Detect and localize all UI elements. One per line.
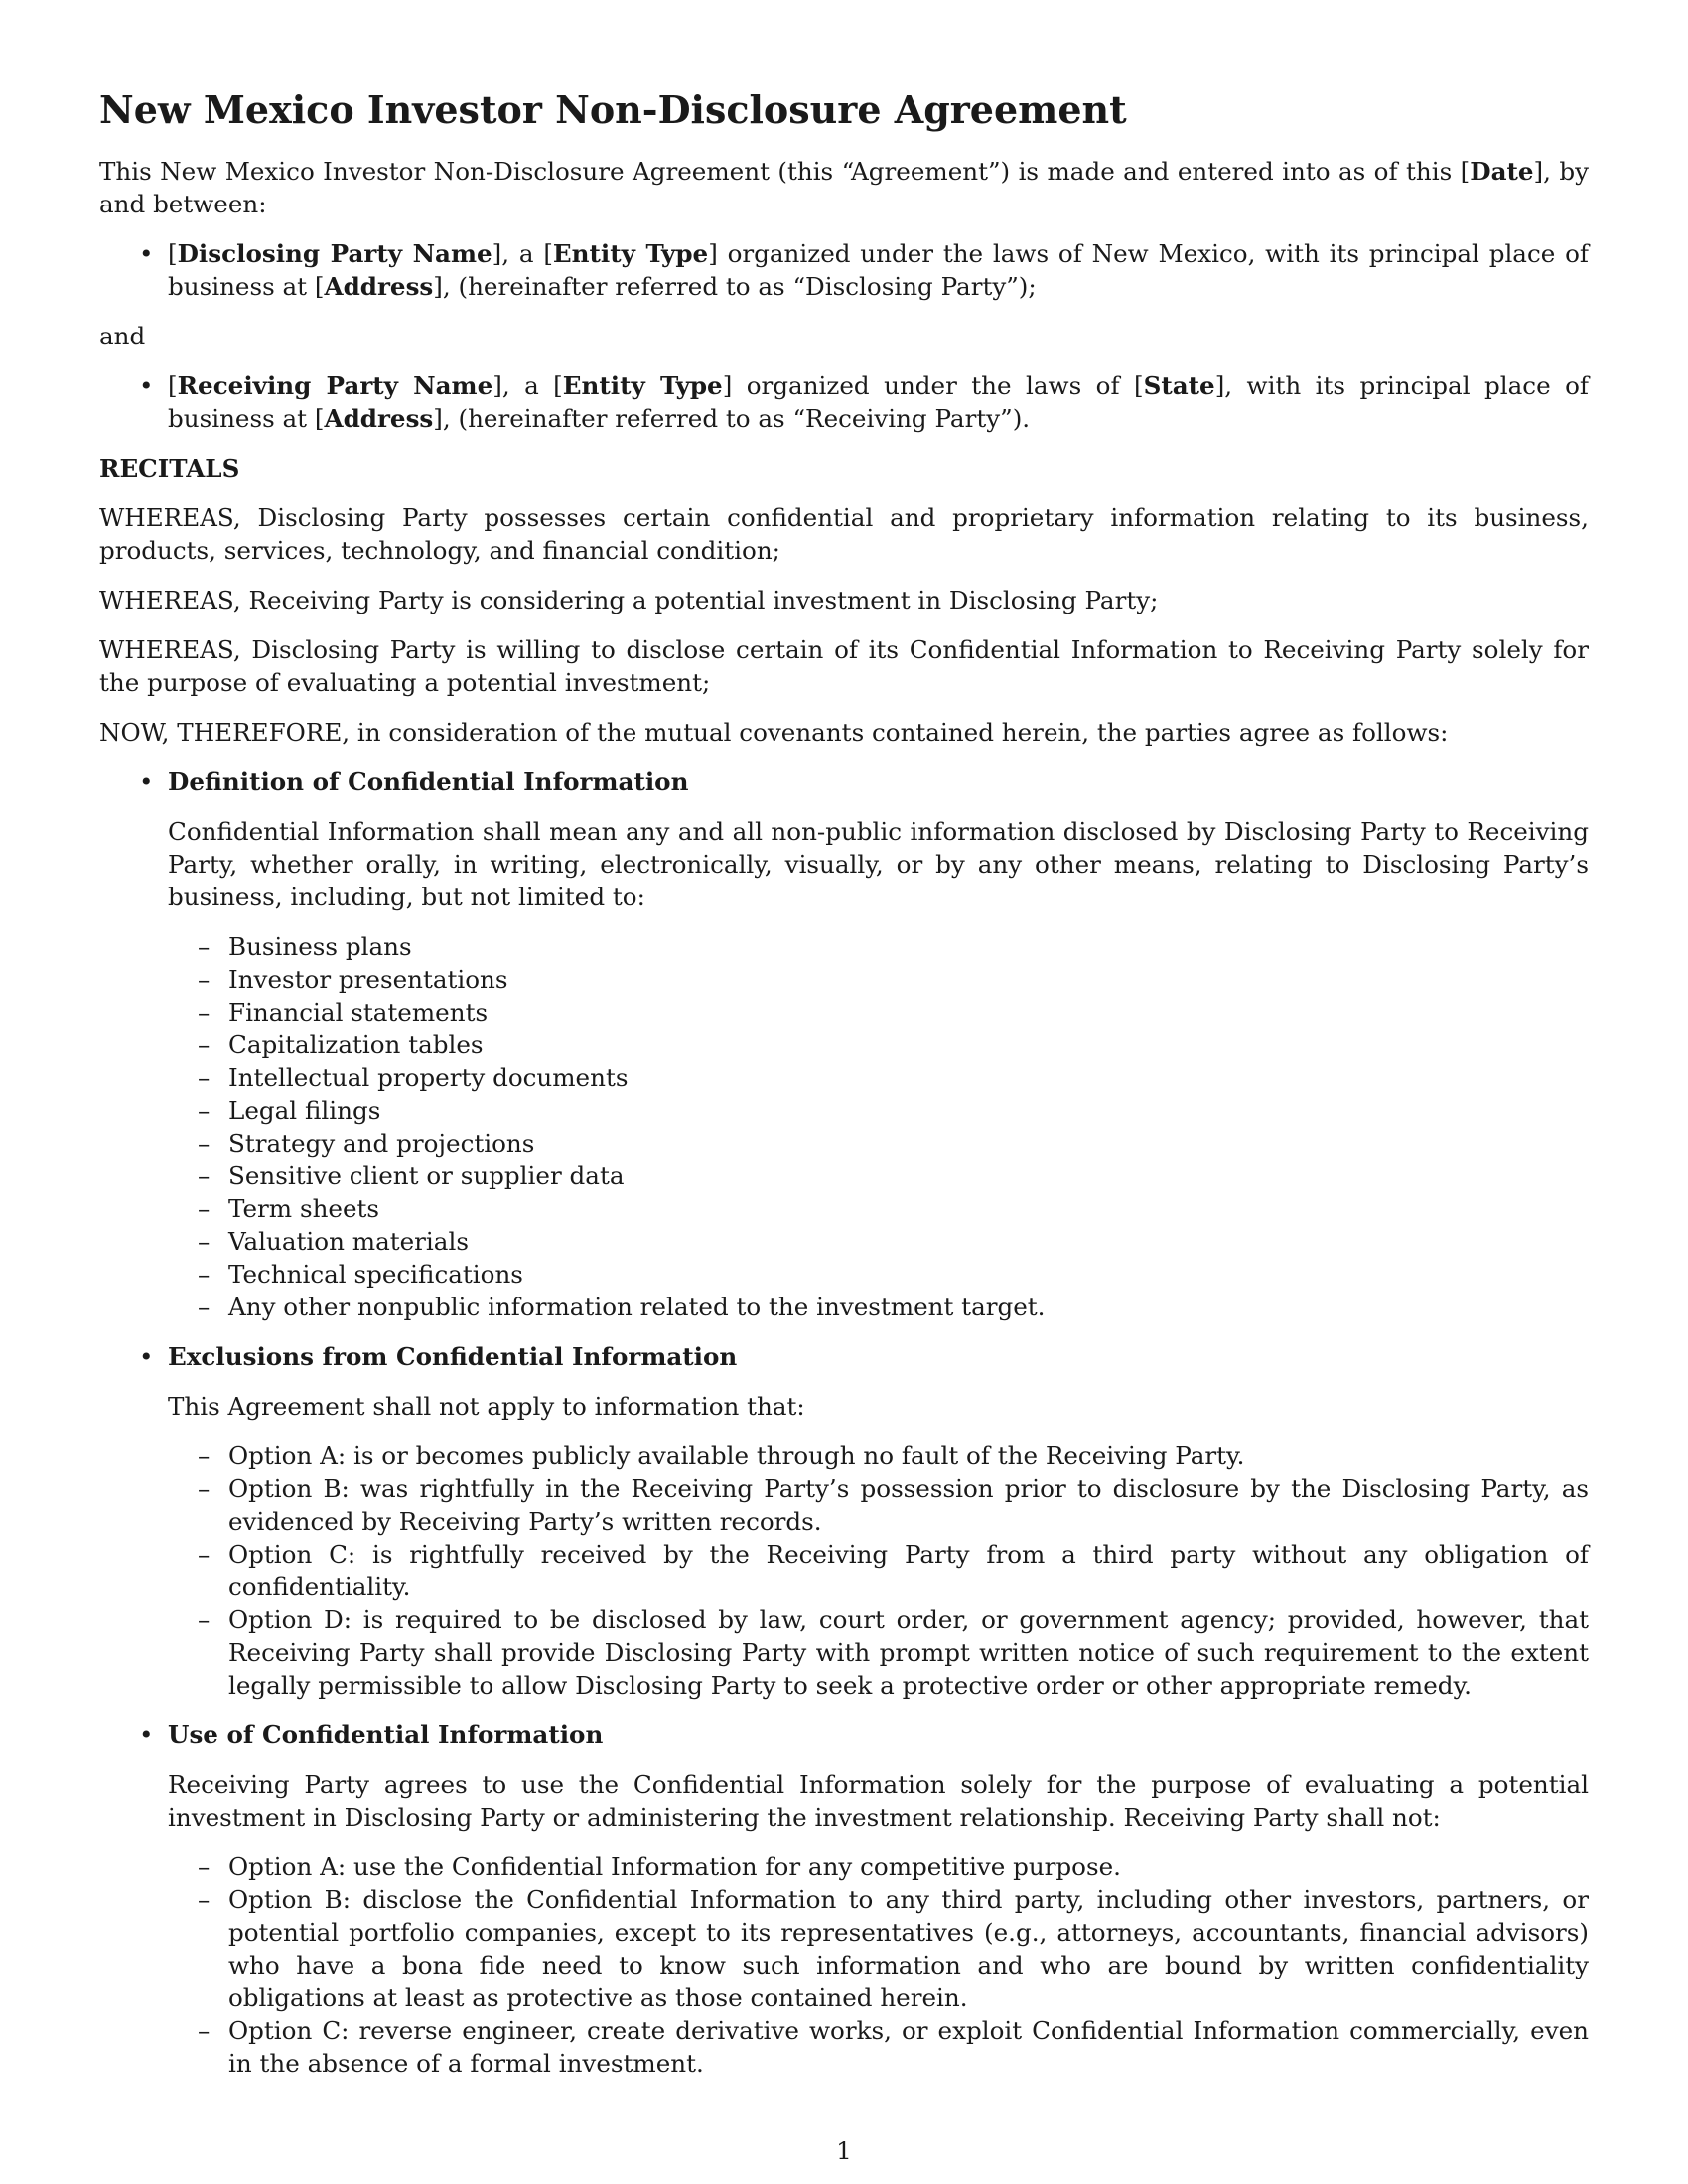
document-title: New Mexico Investor Non-Disclosure Agreement <box>99 87 1127 132</box>
list-item: – Option D: is required to be disclosed by law, court order, or government agency; provided, however, that Receiving Party shall provide Disclosing Party with prompt written notice of such requirement to the extent legally permissible to allow Disclosing Party to seek a protective order or other appropriate remedy. <box>168 1603 1589 1702</box>
intro-text-before: This New Mexico Investor Non-Disclosure Agreement (this “Agreement”) is made and entered into as of this [ <box>99 157 1471 186</box>
disclosing-entity-type: Entity Type <box>552 239 709 268</box>
recital-paragraph: WHEREAS, Disclosing Party possesses certain confidential and proprietary information relating to its business, products, services, technology, and financial condition; <box>99 503 1589 565</box>
receiving-party-name: Receiving Party Name <box>177 371 493 400</box>
list-item: – Term sheets <box>168 1192 1589 1225</box>
list-item: – Business plans <box>168 930 1589 963</box>
list-item: – Legal filings <box>168 1094 1589 1127</box>
list-item: – Option A: use the Confidential Information for any competitive purpose. <box>168 1850 1589 1883</box>
section-body: This Agreement shall not apply to information that: <box>168 1392 805 1421</box>
list-item: – Option B: disclose the Confidential Information to any third party, including other investors, partners, or potential portfolio companies, except to its representatives (e.g., attorneys, accountants, financial advisors) who have a bona fide need to know such information and who are bound by written confidentiality obligations at least as protective as those contained herein. <box>168 1883 1589 2014</box>
disclosing-party-list <box>99 237 1589 303</box>
list-item: – Any other nonpublic information related to the investment target. <box>168 1291 1589 1323</box>
disclosing-party-name: Disclosing Party Name <box>177 239 492 268</box>
and-text: and <box>99 322 146 350</box>
receiving-entity-type: Entity Type <box>562 371 723 400</box>
list-item: – Investor presentations <box>168 963 1589 996</box>
list-item: – Option B: was rightfully in the Receiving Party’s possession prior to disclosure by the Disclosing Party, as evidenced by Receiving Party’s written records. <box>168 1472 1589 1538</box>
section-title: • Definition of Confidential Information <box>168 767 689 796</box>
page-number: 1 <box>836 2136 852 2165</box>
recital-paragraph: WHEREAS, Disclosing Party is willing to disclose certain of its Confidential Information to Receiving Party solely for the purpose of evaluating a potential investment; <box>99 635 1589 697</box>
exclusions-list <box>168 1439 1589 1702</box>
intro-paragraph <box>99 155 1589 220</box>
list-item: – Option C: reverse engineer, create derivative works, or exploit Confidential Information commercially, even in the absence of a formal investment. <box>168 2014 1589 2080</box>
list-item: – Strategy and projections <box>168 1127 1589 1160</box>
section-exclusions <box>99 1340 1589 1702</box>
intro-text-after: ], by and between: <box>99 157 1590 218</box>
list-item: – Sensitive client or supplier data <box>168 1160 1589 1192</box>
confidential-info-list <box>168 930 1589 1323</box>
section-title: • Exclusions from Confidential Information <box>168 1342 738 1371</box>
list-item: – Technical specifications <box>168 1258 1589 1291</box>
disclosing-party-item: • [Disclosing Party Name], a [Entity Type] organized under the laws of New Mexico, with its principal place of business at [Address], (hereinafter referred to as “Disclosing Party”); <box>99 237 1589 303</box>
section-use <box>99 1718 1589 2080</box>
section-title: • Use of Confidential Information <box>168 1720 604 1749</box>
list-item: – Capitalization tables <box>168 1028 1589 1061</box>
list-item: – Valuation materials <box>168 1225 1589 1258</box>
receiving-address: Address <box>324 404 434 433</box>
list-item: – Intellectual property documents <box>168 1061 1589 1094</box>
now-therefore-paragraph: NOW, THEREFORE, in consideration of the mutual covenants contained herein, the parties agree as follows: <box>99 718 1449 747</box>
recital-paragraph: WHEREAS, Receiving Party is considering a potential investment in Disclosing Party; <box>99 586 1159 614</box>
section-definition <box>99 765 1589 1323</box>
section-body: Confidential Information shall mean any and all non-public information disclosed by Disclosing Party to Receiving Party, whether orally, in writing, electronically, visually, or by any other means, relating to Disclosing Party’s business, including, but not limited to: <box>168 817 1589 911</box>
recitals-heading: RECITALS <box>99 454 240 482</box>
use-restrictions-list <box>168 1850 1589 2080</box>
receiving-party-item: • [Receiving Party Name], a [Entity Type] organized under the laws of [State], with its principal place of business at [Address], (hereinafter referred to as “Receiving Party”). <box>99 369 1589 435</box>
list-item: – Financial statements <box>168 996 1589 1028</box>
disclosing-address: Address <box>324 272 434 301</box>
document-page <box>99 87 1589 2097</box>
list-item: – Option C: is rightfully received by the Receiving Party from a third party without any obligation of confidentiality. <box>168 1538 1589 1603</box>
section-body: Receiving Party agrees to use the Confidential Information solely for the purpose of evaluating a potential investment in Disclosing Party or administering the investment relationship. Receiving Party shall not: <box>168 1770 1589 1832</box>
list-item: – Option A: is or becomes publicly available through no fault of the Receiving Party. <box>168 1439 1589 1472</box>
date-placeholder: Date <box>1470 157 1534 186</box>
receiving-party-list <box>99 369 1589 435</box>
receiving-state: State <box>1143 371 1215 400</box>
